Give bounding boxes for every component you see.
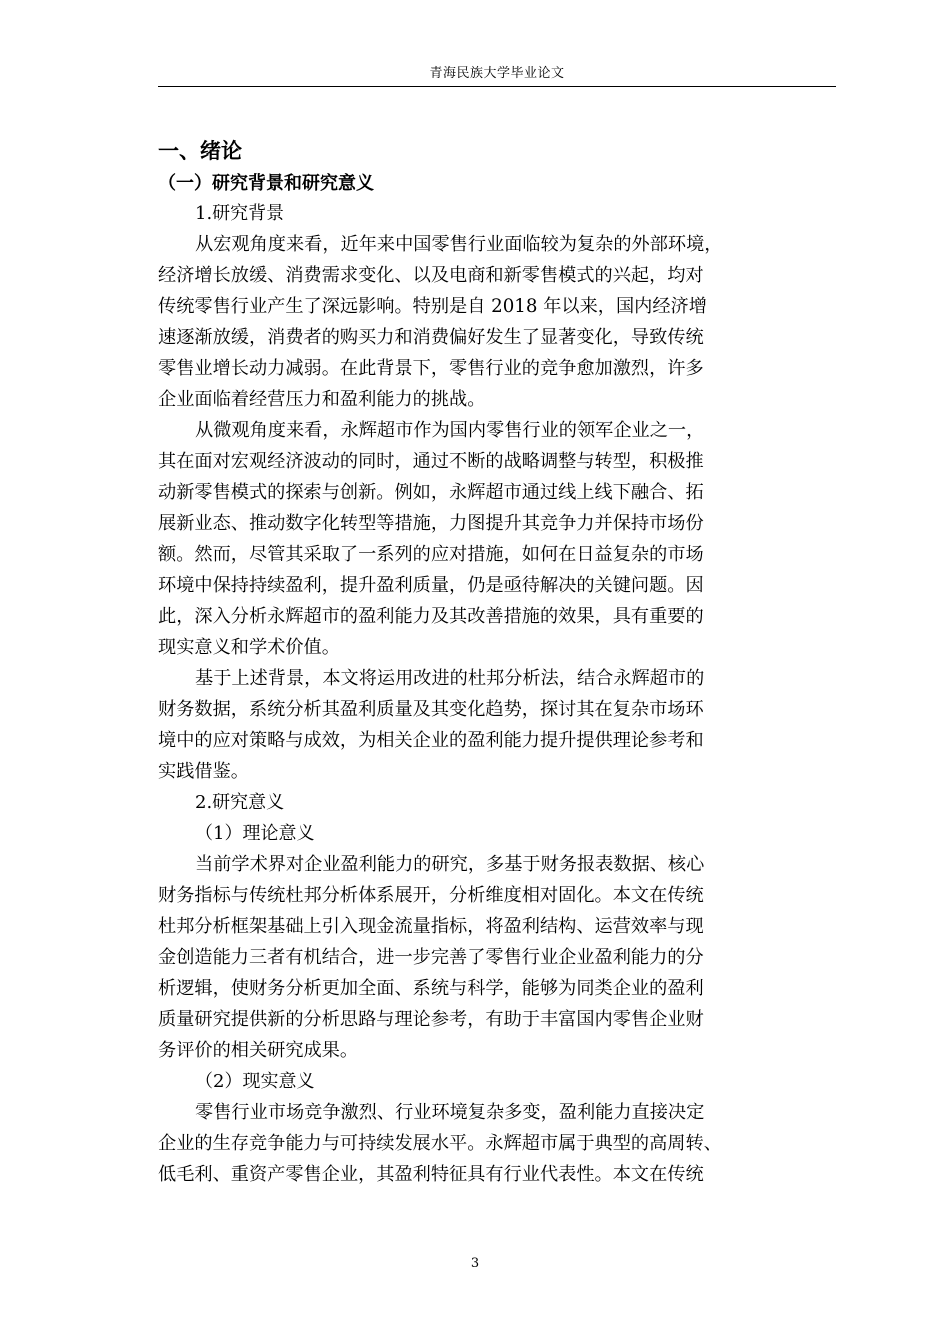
paragraph-line: 展新业态、推动数字化转型等措施，力图提升其竞争力并保持市场份 — [158, 513, 704, 534]
paragraph-practice-significance — [158, 1097, 842, 1190]
paragraph-line: 当前学术界对企业盈利能力的研究，多基于财务报表数据、核心 — [195, 854, 705, 875]
paragraph-line: 额。然而，尽管其采取了一系列的应对措施，如何在日益复杂的市场 — [158, 544, 704, 565]
paragraph-line: 从微观角度来看，永辉超市作为国内零售行业的领军企业之一， — [195, 420, 705, 441]
subsection-title-theory: （1）理论意义 — [195, 823, 315, 844]
page-number: 3 — [470, 1256, 480, 1271]
paragraph-line: 金创造能力三者有机结合，进一步完善了零售行业企业盈利能力的分 — [158, 947, 704, 968]
paragraph-macro-background — [158, 229, 842, 415]
header-rule — [158, 86, 836, 87]
paragraph-line: 传统零售行业产生了深远影响。特别是自 2018 年以来，国内经济增 — [158, 296, 707, 317]
paragraph-micro-background — [158, 415, 842, 663]
paragraph-research-approach — [158, 663, 842, 787]
page-content — [158, 132, 842, 1190]
paragraph-line: 析逻辑，使财务分析更加全面、系统与科学，能够为同类企业的盈利 — [158, 978, 704, 999]
paragraph-line: 财务数据，系统分析其盈利质量及其变化趋势，探讨其在复杂市场环 — [158, 699, 704, 720]
paragraph-line: 从宏观角度来看，近年来中国零售行业面临较为复杂的外部环境， — [195, 234, 723, 255]
subsection-title-significance: 2.研究意义 — [195, 792, 285, 813]
paragraph-line: 其在面对宏观经济波动的同时，通过不断的战略调整与转型，积极推 — [158, 451, 704, 472]
paragraph-line: 财务指标与传统杜邦分析体系展开，分析维度相对固化。本文在传统 — [158, 885, 704, 906]
paragraph-line: 零售业增长动力减弱。在此背景下，零售行业的竞争愈加激烈，许多 — [158, 358, 704, 379]
section-title: （一）研究背景和研究意义 — [158, 173, 374, 194]
paragraph-line: 基于上述背景，本文将运用改进的杜邦分析法，结合永辉超市的 — [195, 668, 705, 689]
paragraph-line: 速逐渐放缓，消费者的购买力和消费偏好发生了显著变化，导致传统 — [158, 327, 704, 348]
running-header: 青海民族大学毕业论文 — [429, 66, 565, 81]
paragraph-line: 低毛利、重资产零售企业，其盈利特征具有行业代表性。本文在传统 — [158, 1164, 704, 1185]
paragraph-line: 杜邦分析框架基础上引入现金流量指标，将盈利结构、运营效率与现 — [158, 916, 704, 937]
paragraph-line: 现实意义和学术价值。 — [158, 637, 340, 658]
paragraph-line: 此，深入分析永辉超市的盈利能力及其改善措施的效果，具有重要的 — [158, 606, 704, 627]
paragraph-line: 企业面临着经营压力和盈利能力的挑战。 — [158, 389, 486, 410]
paragraph-line: 企业的生存竞争能力与可持续发展水平。永辉超市属于典型的高周转、 — [158, 1133, 722, 1154]
paragraph-line: 实践借鉴。 — [158, 761, 249, 782]
paragraph-line: 境中的应对策略与成效，为相关企业的盈利能力提升提供理论参考和 — [158, 730, 704, 751]
paragraph-line: 动新零售模式的探索与创新。例如，永辉超市通过线上线下融合、拓 — [158, 482, 704, 503]
chapter-title: 一、绪论 — [158, 138, 242, 163]
paragraph-line: 零售行业市场竞争激烈、行业环境复杂多变，盈利能力直接决定 — [195, 1102, 705, 1123]
paragraph-line: 务评价的相关研究成果。 — [158, 1040, 359, 1061]
subsection-title-background: 1.研究背景 — [195, 203, 285, 224]
paragraph-line: 质量研究提供新的分析思路与理论参考，有助于丰富国内零售企业财 — [158, 1009, 704, 1030]
subsection-title-practice: （2）现实意义 — [195, 1071, 315, 1092]
paragraph-theory-significance — [158, 849, 842, 1066]
paragraph-line: 经济增长放缓、消费需求变化、以及电商和新零售模式的兴起，均对 — [158, 265, 704, 286]
paragraph-line: 环境中保持持续盈利，提升盈利质量，仍是亟待解决的关键问题。因 — [158, 575, 704, 596]
